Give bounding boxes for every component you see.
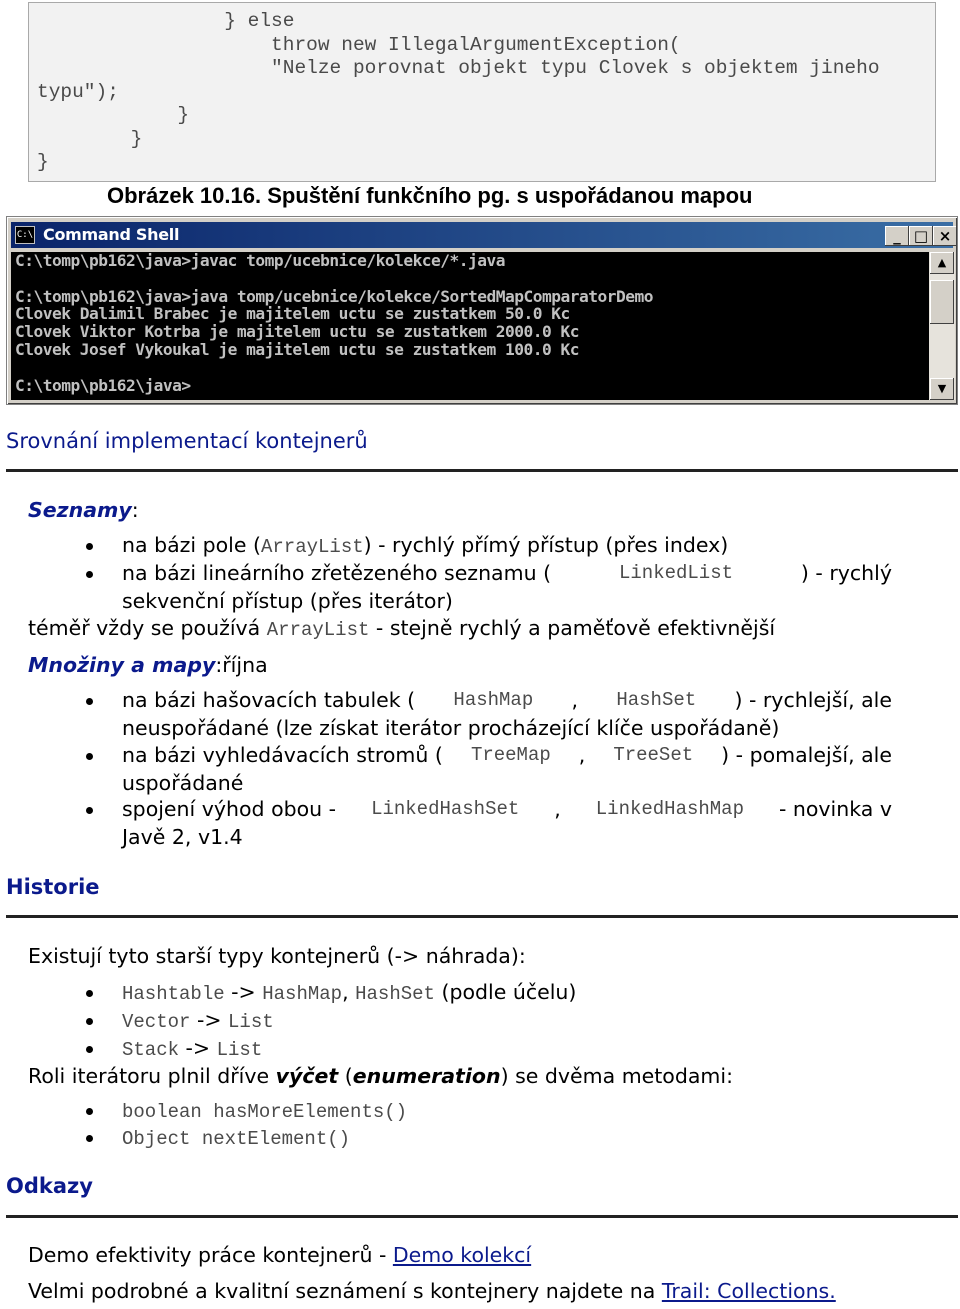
scroll-up-icon[interactable]: ▲	[930, 252, 954, 274]
demo-kolekci-link[interactable]: Demo kolekcí	[392, 1243, 532, 1267]
list-item: Stack -> List	[122, 1036, 263, 1061]
scroll-down-icon[interactable]: ▼	[930, 378, 954, 400]
list-item: na bázi vyhledávacích stromů ( TreeMap , TreeSet ) - pomalejší, ale uspořádané	[122, 743, 892, 795]
code-line: }	[37, 127, 143, 150]
code-line: throw new IllegalArgumentException(	[37, 33, 681, 56]
bullet-icon	[86, 807, 93, 814]
code-line: typu");	[37, 80, 119, 103]
bullet-icon	[86, 571, 93, 578]
list-item: boolean hasMoreElements()	[122, 1101, 408, 1123]
trail-collections-link[interactable]: Trail: Collections.	[661, 1279, 836, 1303]
code-line: } else	[37, 10, 295, 32]
bullet-icon	[86, 1108, 93, 1115]
bullet-icon	[86, 990, 93, 997]
bullet-icon	[86, 698, 93, 705]
code-line: }	[37, 104, 190, 126]
heading-srovnani: Srovnání implementací kontejnerů	[6, 429, 368, 453]
console-titlebar	[11, 222, 953, 248]
bullet-icon	[86, 543, 93, 550]
bullet-icon	[86, 1135, 93, 1142]
heading-odkazy: Odkazy	[6, 1174, 93, 1198]
list-item: na bázi lineárního zřetězeného seznamu ( LinkedList ) - rychlý sekvenční přístup (přes iterátor)	[122, 561, 892, 613]
arraylist-note: téměř vždy se používá ArrayList - stejně rychlý a paměťově efektivnější	[28, 616, 776, 641]
list-item: na bázi hašovacích tabulek ( HashMap , HashSet ) - rychlejší, ale neuspořádané (lze získat iterátor procházející klíče uspořádaně)	[122, 688, 892, 740]
console-window	[6, 216, 958, 405]
console-scrollbar[interactable]	[929, 252, 955, 400]
list-item: spojení výhod obou - LinkedHashSet , LinkedHashMap - novinka v Javě 2, v1.4	[122, 797, 892, 849]
close-button[interactable]: ×	[933, 226, 957, 246]
console-line: C:\tomp\pb162\java>java tomp/ucebnice/kolekce/SortedMapComparatorDemo	[15, 286, 653, 306]
console-line: Clovek Dalimil Brabec je majitelem uctu se zustatkem 50.0 Kc	[15, 304, 570, 324]
divider	[6, 915, 958, 918]
seznamy-label: Seznamy:	[28, 498, 139, 522]
list-item: na bázi pole (ArrayList) - rychlý přímý přístup (přes index)	[122, 533, 729, 558]
code-block	[37, 10, 935, 175]
bullet-icon	[86, 1046, 93, 1053]
odkazy-line-1: Demo efektivity práce kontejnerů - Demo kolekcí	[28, 1243, 532, 1267]
roli-iteratoru: Roli iterátoru plnil dříve výčet (enumeration) se dvěma metodami:	[28, 1064, 733, 1088]
console-line: Clovek Viktor Kotrba je majitelem uctu se zustatkem 2000.0 Kc	[15, 322, 579, 342]
console-line: C:\tomp\pb162\java>	[15, 375, 191, 395]
minimize-button[interactable]: _	[885, 226, 909, 246]
figure-caption: Obrázek 10.16. Spuštění funkčního pg. s uspořádanou mapou	[107, 183, 753, 208]
terminal-icon: C:\	[15, 226, 35, 244]
console-output	[11, 252, 929, 400]
console-title: Command Shell	[43, 225, 180, 244]
code-line: "Nelze porovnat objekt typu Clovek s objektem jineho	[37, 57, 880, 79]
list-item: Object nextElement()	[122, 1128, 351, 1150]
bullet-icon	[86, 753, 93, 760]
list-item: Vector -> List	[122, 1008, 274, 1033]
console-line: C:\tomp\pb162\java>javac tomp/ucebnice/kolekce/*.java	[15, 252, 506, 270]
mnoziny-label: Množiny a mapy:října	[28, 653, 268, 677]
heading-historie: Historie	[6, 875, 100, 899]
divider	[6, 1215, 958, 1218]
historie-intro: Existují tyto starší typy kontejnerů (-> náhrada):	[28, 944, 526, 968]
odkazy-line-2: Velmi podrobné a kvalitní seznámení s kontejnery najdete na Trail: Collections.	[28, 1279, 836, 1303]
code-line: }	[37, 151, 49, 173]
maximize-button[interactable]: □	[909, 226, 933, 246]
console-line	[15, 270, 929, 288]
bullet-icon	[86, 1018, 93, 1025]
console-line	[15, 359, 929, 377]
console-line: Clovek Josef Vykoukal je majitelem uctu se zustatkem 100.0 Kc	[15, 339, 579, 359]
divider	[6, 469, 958, 472]
scroll-thumb[interactable]	[930, 280, 954, 324]
list-item: Hashtable -> HashMap, HashSet (podle účelu)	[122, 980, 577, 1005]
code-snippet	[28, 2, 936, 182]
